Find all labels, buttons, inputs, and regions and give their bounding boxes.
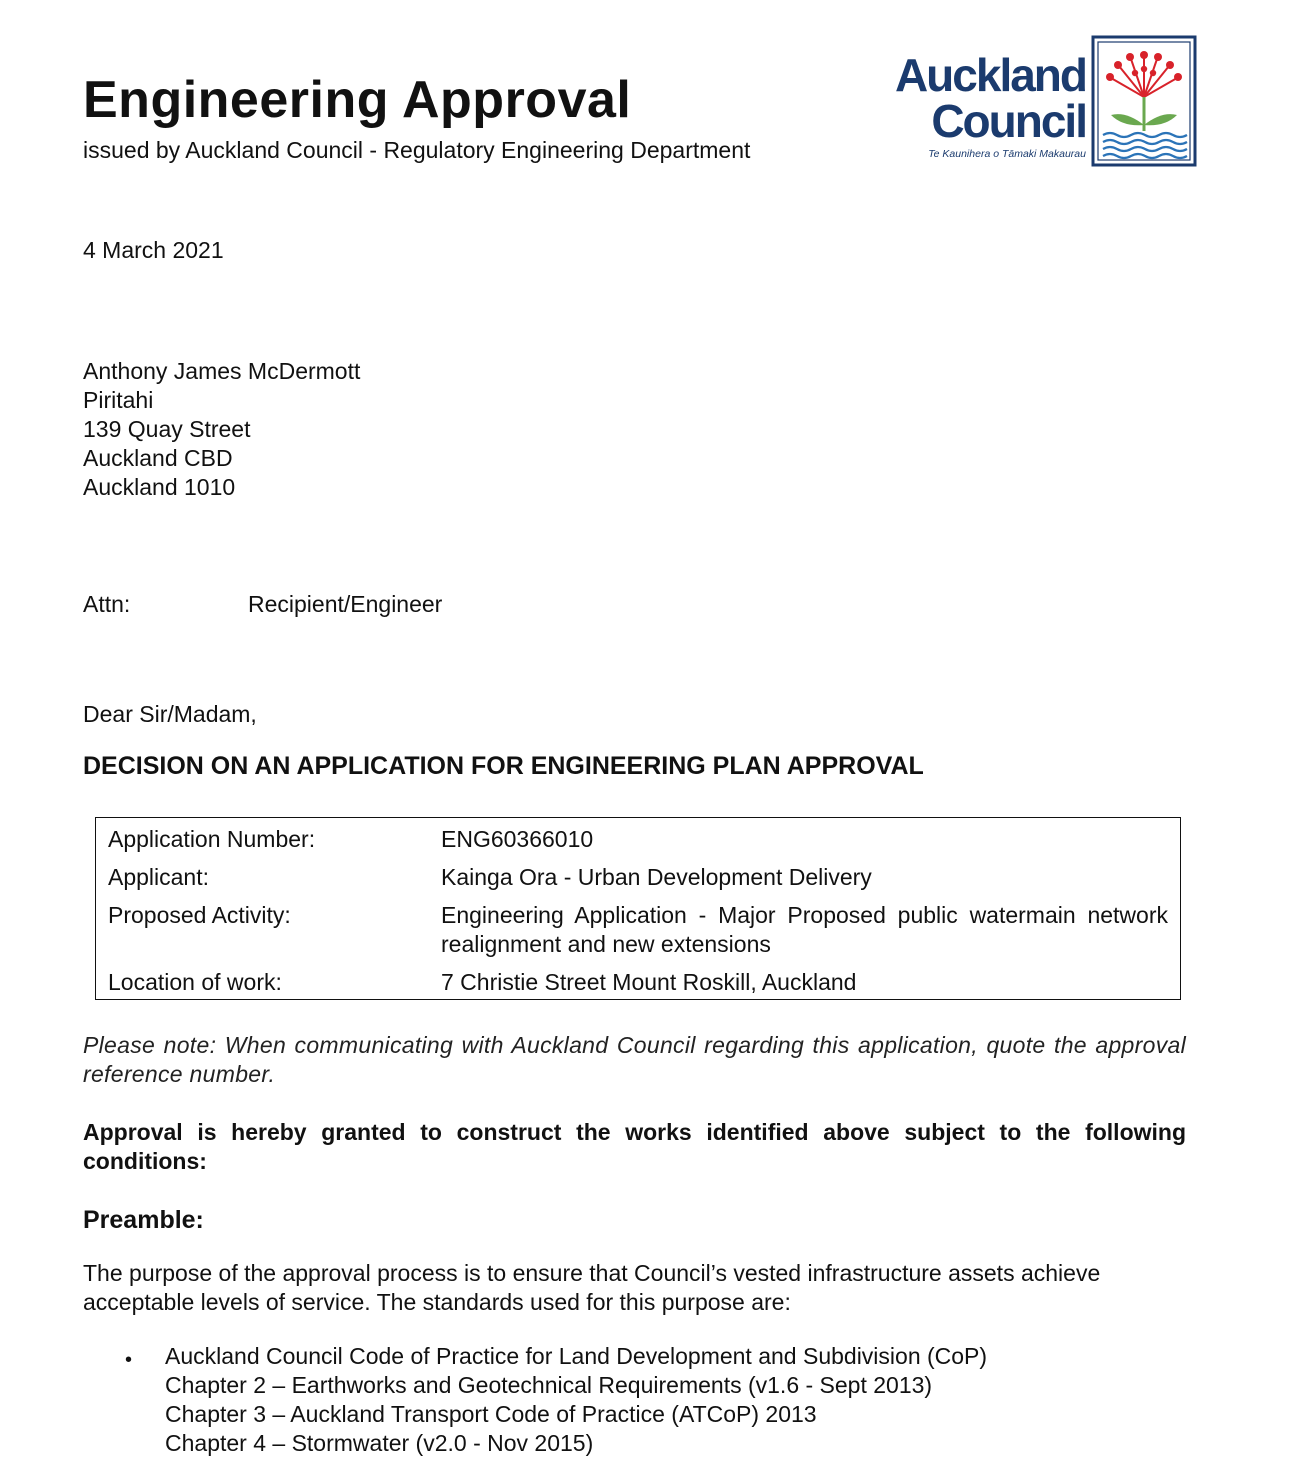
- location-label: Location of work:: [108, 969, 282, 995]
- page-title: Engineering Approval: [83, 71, 632, 129]
- standards-list-item: [165, 1342, 987, 1458]
- letter-date: 4 March 2021: [83, 237, 224, 263]
- decision-heading: DECISION ON AN APPLICATION FOR ENGINEERING PLAN APPROVAL: [83, 752, 924, 780]
- proposed-activity-value: Engineering Application - Major Proposed public watermain network realignment and new extensions: [441, 902, 1168, 957]
- location-value: 7 Christie Street Mount Roskill, Auckland: [441, 969, 857, 995]
- standard-line: Chapter 3 – Auckland Transport Code of Practice (ATCoP) 2013: [165, 1401, 817, 1427]
- application-details-table: [95, 817, 1181, 1000]
- recipient-address: [83, 357, 360, 502]
- application-number-label: Application Number:: [108, 826, 316, 852]
- pohutukawa-emblem-icon: [1091, 35, 1197, 167]
- auckland-council-logo: [868, 49, 1086, 160]
- attn-value: Recipient/Engineer: [248, 591, 443, 617]
- salutation: Dear Sir/Madam,: [83, 701, 257, 727]
- address-line: 139 Quay Street: [83, 416, 251, 442]
- attn-label: Attn:: [83, 591, 131, 617]
- approval-statement: Approval is hereby granted to construct the works identified above subject to the following conditions:: [83, 1119, 1186, 1174]
- proposed-activity-label: Proposed Activity:: [108, 902, 291, 928]
- logo-tagline: Te Kaunihera o Tāmaki Makaurau: [928, 148, 1086, 160]
- standard-line: Auckland Council Code of Practice for Land Development and Subdivision (CoP): [165, 1343, 988, 1369]
- address-line: Anthony James McDermott: [83, 358, 361, 384]
- standard-line: Chapter 4 – Stormwater (v2.0 - Nov 2015): [165, 1430, 594, 1456]
- applicant-label: Applicant:: [108, 864, 210, 890]
- address-line: Auckland CBD: [83, 445, 233, 471]
- standard-line: Chapter 2 – Earthworks and Geotechnical Requirements (v1.6 - Sept 2013): [165, 1372, 933, 1398]
- page-subtitle: issued by Auckland Council - Regulatory Engineering Department: [83, 137, 751, 163]
- address-line: Piritahi: [83, 387, 154, 413]
- applicant-value: Kainga Ora - Urban Development Delivery: [441, 864, 872, 890]
- preamble-purpose: The purpose of the approval process is to ensure that Council’s vested infrastructure assets achieve acceptable levels of service. The standards used for this purpose are:: [83, 1260, 1101, 1315]
- bullet-icon: •: [125, 1349, 133, 1371]
- address-line: Auckland 1010: [83, 474, 236, 500]
- reference-note: Please note: When communicating with Auckland Council regarding this application, quote the approval reference number.: [83, 1032, 1186, 1087]
- logo-line-1: Auckland: [894, 49, 1086, 101]
- application-number-value: ENG60366010: [441, 826, 594, 852]
- logo-line-2: Council: [931, 95, 1086, 147]
- preamble-heading: Preamble:: [83, 1206, 204, 1234]
